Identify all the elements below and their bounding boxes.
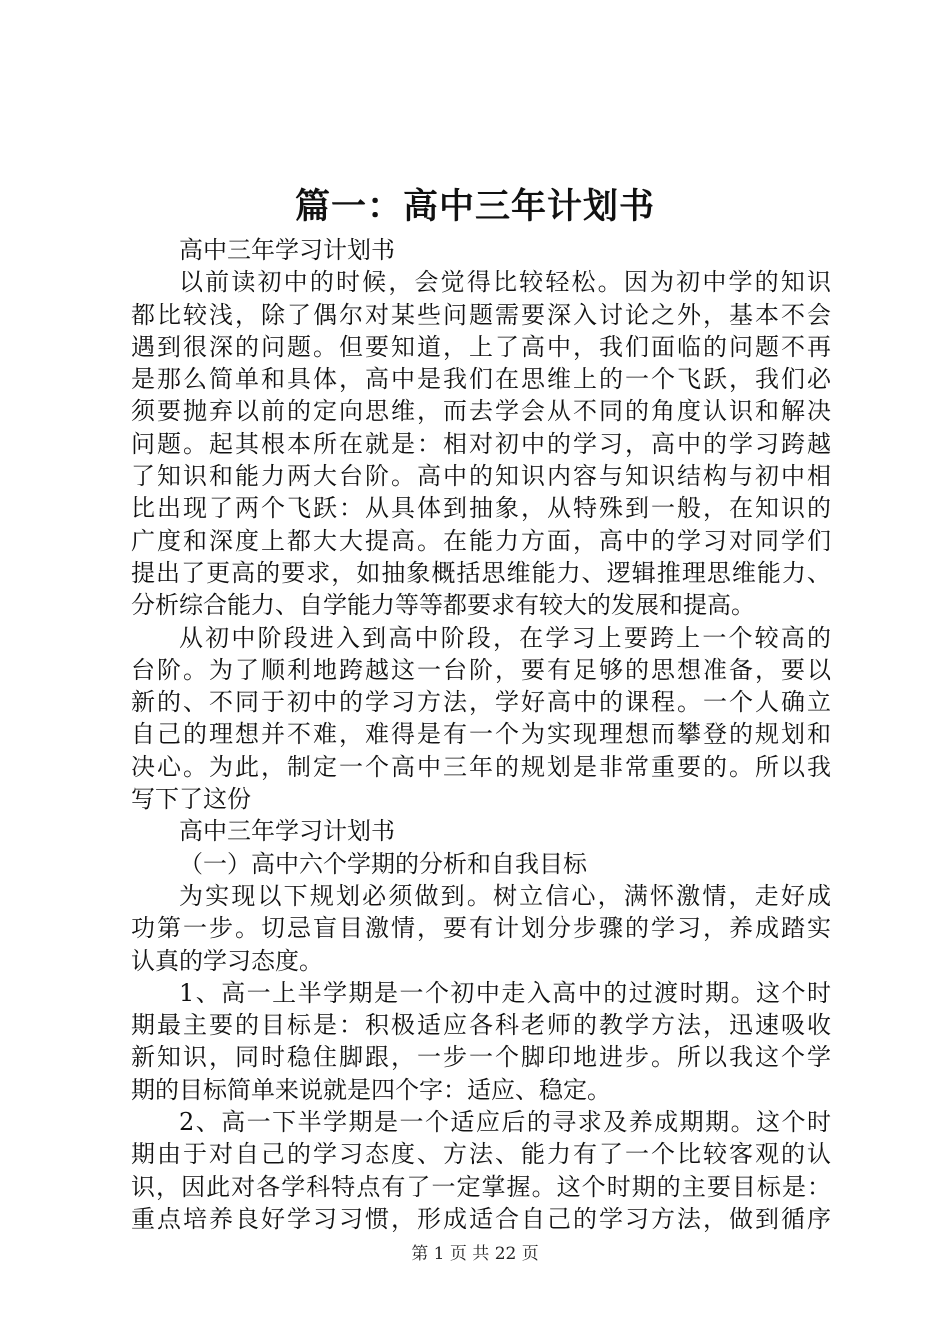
text-line: 自己的理想并不难，难得是有一个为实现理想而攀登的规划和 <box>131 720 831 749</box>
text-line: 比出现了两个飞跃：从具体到抽象，从特殊到一般，在知识的 <box>131 494 831 523</box>
text-line: 决心。为此，制定一个高中三年的规划是非常重要的。所以我 <box>131 752 831 781</box>
text-line: 都比较浅，除了偶尔对某些问题需要深入讨论之外，基本不会 <box>131 300 831 329</box>
text-line: 须要抛弃以前的定向思维，而去学会从不同的角度认识和解决 <box>131 397 831 426</box>
text-line: 写下了这份 <box>131 785 251 814</box>
text-line: 1、高一上半学期是一个初中走入高中的过渡时期。这个时 <box>179 978 831 1007</box>
text-line: 遇到很深的问题。但要知道，上了高中，我们面临的问题不再 <box>131 332 831 361</box>
text-line: 从初中阶段进入到高中阶段，在学习上要跨上一个较高的 <box>179 623 831 652</box>
text-line: 功第一步。切忌盲目激情，要有计划分步骤的学习，养成踏实 <box>131 914 831 943</box>
text-line: 期的目标简单来说就是四个字：适应、稳定。 <box>131 1075 611 1104</box>
text-line: 台阶。为了顺利地跨越这一台阶，要有足够的思想准备，要以 <box>131 655 831 684</box>
text-line: 期由于对自己的学习态度、方法、能力有了一个比较客观的认 <box>131 1140 831 1169</box>
text-line: 问题。起其根本所在就是：相对初中的学习，高中的学习跨越 <box>131 429 831 458</box>
text-line: 2、高一下半学期是一个适应后的寻求及养成期期。这个时 <box>179 1108 831 1137</box>
text-line: 提出了更高的要求，如抽象概括思维能力、逻辑推理思维能力、 <box>131 558 831 587</box>
text-line: 了知识和能力两大台阶。高中的知识内容与知识结构与初中相 <box>131 462 831 491</box>
text-line: 高中三年学习计划书 <box>179 817 395 846</box>
text-line: 新知识，同时稳住脚跟，一步一个脚印地进步。所以我这个学 <box>131 1043 831 1072</box>
text-line: 广度和深度上都大大提高。在能力方面，高中的学习对同学们 <box>131 526 831 555</box>
text-line: 高中三年学习计划书 <box>179 236 395 264</box>
text-line: 识，因此对各学科特点有了一定掌握。这个时期的主要目标是： <box>131 1172 831 1201</box>
text-line: （一）高中六个学期的分析和自我目标 <box>179 849 587 878</box>
text-line: 重点培养良好学习习惯，形成适合自己的学习方法，做到循序 <box>131 1204 831 1233</box>
document-title: 篇一：高中三年计划书 <box>294 186 655 227</box>
text-line: 期最主要的目标是：积极适应各科老师的教学方法，迅速吸收 <box>131 1011 831 1040</box>
text-line: 认真的学习态度。 <box>131 946 323 975</box>
text-line: 以前读初中的时候，会觉得比较轻松。因为初中学的知识 <box>179 268 831 297</box>
text-line: 分析综合能力、自学能力等等都要求有较大的发展和提高。 <box>131 591 755 620</box>
text-line: 是那么简单和具体，高中是我们在思维上的一个飞跃，我们必 <box>131 365 831 394</box>
page-footer: 第 1 页 共 22 页 <box>411 1244 539 1264</box>
document-body <box>131 234 831 1235</box>
text-line: 新的、不同于初中的学习方法，学好高中的课程。一个人确立 <box>131 688 831 717</box>
text-line: 为实现以下规划必须做到。树立信心，满怀激情，走好成 <box>179 881 831 910</box>
